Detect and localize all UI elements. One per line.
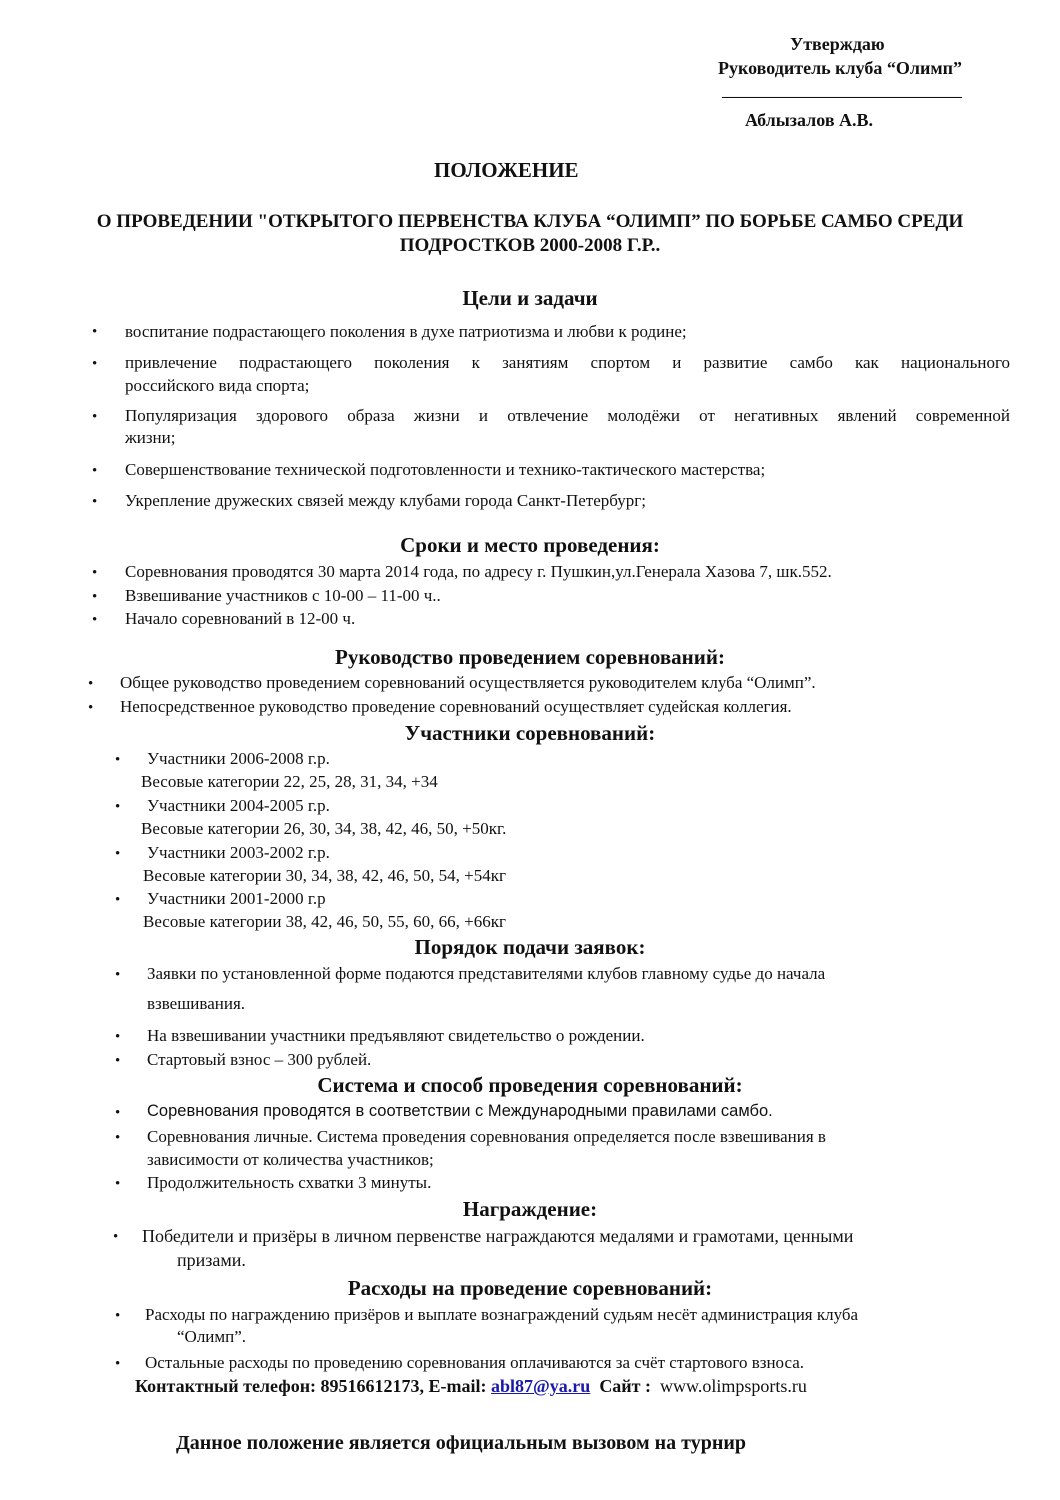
goal-item: Популяризация здорового образа жизни и отвлечение молодёжи от негативных явлений современной [125, 406, 1010, 425]
goal-item: Совершенствование технической подготовленности и технико-тактического мастерства; [125, 460, 766, 479]
system-item: Продолжительность схватки 3 минуты. [147, 1173, 432, 1192]
email-link[interactable]: abl87@ya.ru [491, 1376, 591, 1396]
dates-heading: Сроки и место проведения: [400, 533, 660, 557]
site-link[interactable]: www.olimpsports.ru [660, 1376, 807, 1396]
applications-item-continued: взвешивания. [147, 994, 246, 1013]
applications-item: Стартовый взнос – 300 рублей. [147, 1050, 372, 1069]
system-heading: Система и способ проведения соревнований: [317, 1073, 743, 1097]
closing-statement: Данное положение является официальным вызовом на турнир [176, 1432, 747, 1454]
bullet-icon: • [92, 494, 98, 510]
management-item: Непосредственное руководство проведение соревнований осуществляет судейская коллегия. [120, 697, 792, 716]
participant-weights: Весовые категории 30, 34, 38, 42, 46, 50, 54, +54кг [143, 866, 506, 885]
applications-item: На взвешивании участники предъявляют свидетельство о рождении. [147, 1026, 645, 1045]
bullet-icon: • [92, 589, 98, 605]
subtitle-line-2: ПОДРОСТКОВ 2000-2008 Г.Р.. [399, 235, 661, 256]
bullet-icon: • [115, 892, 121, 908]
goal-item: воспитание подрастающего поколения в духе патриотизма и любви к родине; [125, 322, 687, 341]
participants-heading: Участники соревнований: [404, 721, 656, 745]
bullet-icon: • [115, 967, 121, 983]
bullet-icon: • [115, 799, 121, 815]
awards-heading: Награждение: [462, 1197, 598, 1221]
system-item: Соревнования проводятся в соответствии с Международными правилами самбо. [147, 1102, 773, 1120]
dates-item: Взвешивание участников с 10-00 – 11-00 ч.. [125, 586, 441, 605]
expenses-item: Остальные расходы по проведению соревнования оплачиваются за счёт стартового взноса. [145, 1353, 805, 1372]
participant-ages: Участники 2006-2008 г.р. [147, 749, 330, 768]
bullet-icon: • [115, 1029, 121, 1045]
awards-item-continued: призами. [177, 1250, 246, 1270]
goal-item: Укрепление дружеских связей между клубами города Санкт-Петербург; [125, 491, 646, 510]
applications-item: Заявки по установленной форме подаются представителями клубов главному судье до начала [147, 964, 826, 983]
goal-item-continued: российского вида спорта; [125, 376, 310, 395]
contact-phone: Контактный телефон: 89516612173, E-mail: [135, 1376, 492, 1396]
goal-item: привлечение подрастающего поколения к занятиям спортом и развитие самбо как национального [125, 353, 1010, 372]
management-item: Общее руководство проведением соревнований осуществляется руководителем клуба “Олимп”. [120, 673, 816, 692]
bullet-icon: • [113, 1229, 119, 1245]
dates-item: Соревнования проводятся 30 марта 2014 года, по адресу г. Пушкин,ул.Генерала Хазова 7, шк.552. [125, 562, 832, 581]
participant-weights: Весовые категории 22, 25, 28, 31, 34, +34 [141, 772, 438, 791]
expenses-item-continued: “Олимп”. [177, 1327, 247, 1346]
approval-position: Руководитель клуба “Олимп” [718, 58, 963, 78]
expenses-item: Расходы по награждению призёров и выплате вознаграждений судьям несёт администрация клуба [145, 1305, 859, 1324]
site-label: Сайт : [590, 1376, 661, 1396]
bullet-icon: • [115, 1356, 121, 1372]
bullet-icon: • [115, 752, 121, 768]
awards-item: Победители и призёры в личном первенстве награждаются медалями и грамотами, ценными [142, 1226, 854, 1246]
document-title: ПОЛОЖЕНИЕ [434, 158, 579, 182]
bullet-icon: • [92, 356, 98, 372]
bullet-icon: • [88, 676, 94, 692]
bullet-icon: • [115, 1105, 121, 1121]
participant-weights: Весовые категории 38, 42, 46, 50, 55, 60, 66, +66кг [143, 912, 506, 931]
goals-heading: Цели и задачи [462, 286, 598, 310]
expenses-heading: Расходы на проведение соревнований: [347, 1276, 713, 1300]
signature-line: ________________________________ [722, 84, 962, 100]
subtitle-line-1: О ПРОВЕДЕНИИ "ОТКРЫТОГО ПЕРВЕНСТВА КЛУБА “ОЛИМП” ПО БОРЬБЕ САМБО СРЕДИ [96, 211, 964, 232]
bullet-icon: • [115, 1130, 121, 1146]
participant-ages: Участники 2003-2002 г.р. [147, 843, 330, 862]
bullet-icon: • [92, 324, 98, 340]
bullet-icon: • [115, 1308, 121, 1324]
bullet-icon: • [92, 612, 98, 628]
management-heading: Руководство проведением соревнований: [335, 645, 725, 669]
system-item-continued: зависимости от количества участников; [147, 1150, 434, 1169]
dates-item: Начало соревнований в 12-00 ч. [125, 609, 356, 628]
bullet-icon: • [92, 463, 98, 479]
system-item: Соревнования личные. Система проведения соревнования определяется после взвешивания в [147, 1127, 826, 1146]
document-subtitle [0, 210, 1060, 258]
approver-name: Аблызалов А.В. [745, 110, 874, 130]
applications-heading: Порядок подачи заявок: [414, 935, 646, 959]
goal-item-continued: жизни; [125, 428, 176, 447]
bullet-icon: • [115, 846, 121, 862]
bullet-icon: • [88, 700, 94, 716]
participant-weights: Весовые категории 26, 30, 34, 38, 42, 46, 50, +50кг. [141, 819, 507, 838]
participant-ages: Участники 2004-2005 г.р. [147, 796, 330, 815]
participant-ages: Участники 2001-2000 г.р [147, 889, 326, 908]
bullet-icon: • [92, 565, 98, 581]
bullet-icon: • [115, 1053, 121, 1069]
bullet-icon: • [92, 409, 98, 425]
contact-line [135, 1376, 807, 1397]
approval-label: Утверждаю [790, 34, 885, 54]
bullet-icon: • [115, 1176, 121, 1192]
